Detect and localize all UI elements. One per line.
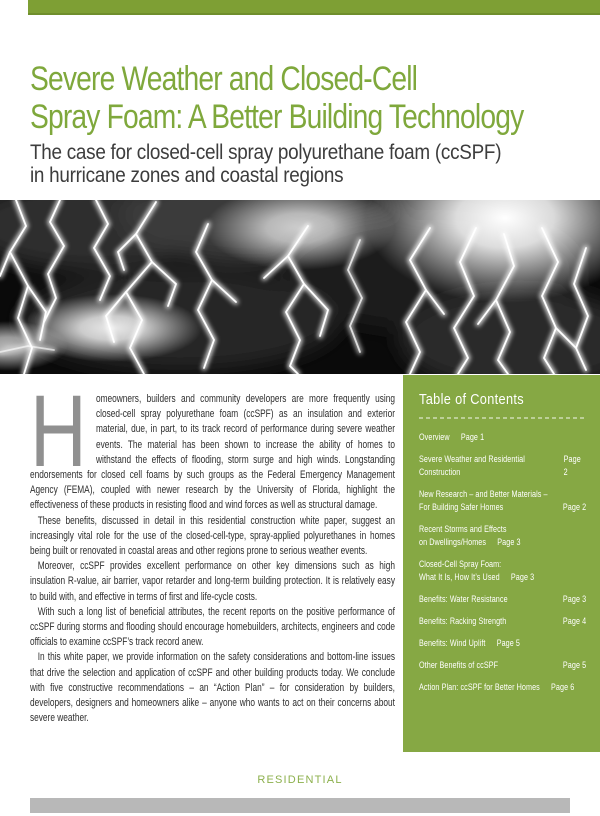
toc-entry [419, 488, 586, 514]
toc-entry [419, 637, 586, 650]
paragraph: With such a long list of beneficial attributes, the recent reports on the positive performance of ccSPF during storms and flooding should encourage homebuilders, architects, engineers and code officials to examine ccSPF’s track record anew. [30, 605, 395, 649]
toc-entry [419, 615, 586, 628]
toc-title: Table of Contents [419, 391, 525, 408]
page-subtitle-line1: The case for closed-cell spray polyurethane foam (ccSPF) [30, 141, 502, 164]
residential-label: RESIDENTIAL [257, 774, 343, 786]
toc-entry-label: Overview [419, 432, 450, 442]
toc-entry-label: Severe Weather and Residential Construction [419, 454, 525, 477]
toc-entry-label: Closed-Cell Spray Foam: [419, 559, 502, 569]
toc-entry-page: Page 1 [460, 432, 485, 442]
toc-entry-label: on Dwellings/Homes [419, 537, 487, 547]
toc-entry-page: Page 3 [510, 572, 535, 582]
top-accent-bar [28, 0, 600, 15]
toc-entry [419, 523, 586, 549]
toc-entry-label: Action Plan: ccSPF for Better Homes [419, 682, 540, 692]
toc-entry-label: Recent Storms and Effects [419, 524, 507, 534]
page-subtitle-line2: in hurricane zones and coastal regions [30, 164, 344, 187]
table-of-contents-panel [403, 375, 600, 752]
toc-divider [419, 417, 586, 419]
toc-entry-list [419, 431, 586, 694]
toc-entry-page: Page 3 [497, 537, 521, 547]
toc-entry-page: Page 5 [496, 638, 521, 648]
toc-entry-label: Benefits: Racking Strength [419, 616, 507, 626]
toc-entry-label: For Building Safer Homes [419, 502, 504, 512]
toc-entry [419, 659, 586, 672]
toc-entry [419, 593, 586, 606]
body-copy [30, 374, 395, 816]
page-subtitle [30, 141, 600, 187]
paragraph: omeowners, builders and community developers are more frequently using closed-cell spray polyurethane foam (ccSPF) as an insulation and exterior material, due, in part, to its track record of performance during severe weather events. The material has been shown to increase the ability of homes to withstand the effects of flooding, storm surge and high winds. Longstanding endorsements for closed cell foams by such groups as the Federal Emergency Management Agency (FEMA), coupled with newer research by the University of Florida, highlight the effectiveness of these products in resisting flood and wind forces as well as structural damage. [30, 393, 395, 512]
toc-entry [419, 681, 586, 694]
page-title [30, 60, 600, 136]
toc-entry-page: Page 3 [562, 594, 587, 604]
paragraph: These benefits, discussed in detail in this residential construction white paper, suggest an increasingly vital role for the use of the closed-cell-type, spray-applied polyurethanes in homes being built or renovated in coastal areas and other regions prone to serious weather events. [30, 514, 395, 558]
paragraph: In this white paper, we provide information on the safety considerations and bottom-line issues that drive the selection and application of ccSPF and other building products today. We conclude with five constructive recommendations – an “Action Plan” – for consideration by builders, developers, designers and homeowners alike – anyone who wants to act on their concerns about severe weather. [30, 651, 395, 725]
toc-entry-page: Page 6 [551, 682, 575, 692]
toc-entry [419, 453, 586, 479]
drop-cap: H [30, 374, 87, 488]
toc-entry-page: Page 2 [563, 454, 581, 477]
page-title-line1: Severe Weather and Closed-Cell [30, 60, 418, 98]
toc-entry-label: Benefits: Wind Uplift [419, 638, 486, 648]
paragraph: Moreover, ccSPF provides excellent performance on other key dimensions such as high insulation R-value, air barrier, vapor retarder and long-term building protection. It is relatively easy to build with, and effective in terms of first and life-cycle costs. [30, 560, 395, 603]
toc-entry-label: Other Benefits of ccSPF [419, 660, 499, 670]
page-title-line2: Spray Foam: A Better Building Technology [30, 98, 524, 136]
lightning-storm-photo [0, 200, 600, 374]
toc-entry-page: Page 5 [562, 660, 587, 670]
toc-entry-page: Page 4 [562, 616, 587, 626]
toc-entry-label: What It Is, How It’s Used [419, 572, 500, 582]
toc-entry-label: Benefits: Water Resistance [419, 594, 508, 604]
toc-entry-page: Page 2 [562, 502, 587, 512]
toc-entry [419, 558, 586, 584]
toc-entry-label: New Research – and Better Materials – [419, 489, 548, 499]
footer-bar [30, 798, 570, 813]
toc-entry [419, 431, 586, 444]
